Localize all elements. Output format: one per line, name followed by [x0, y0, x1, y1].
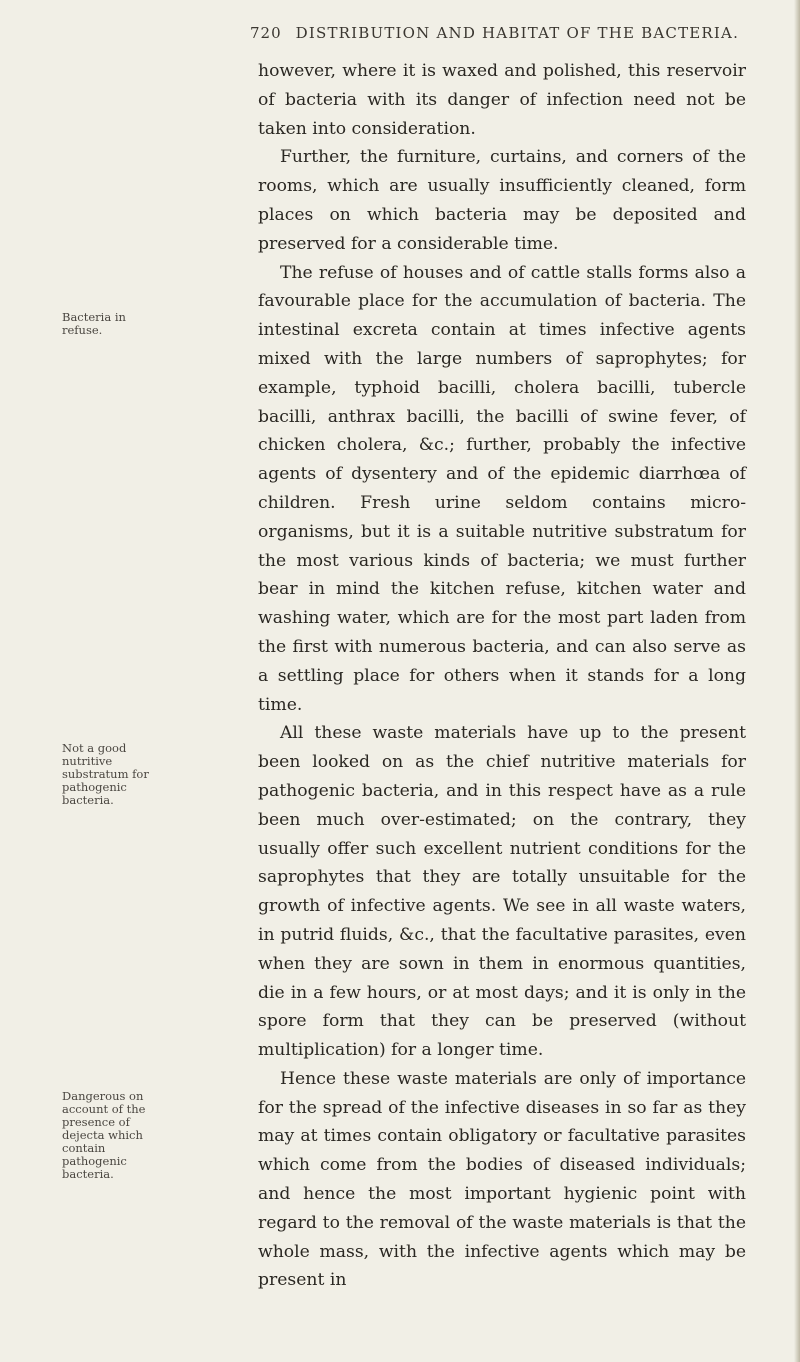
page-edge-shadow — [794, 0, 800, 1362]
page-number: 720 — [250, 24, 282, 42]
paragraph: All these waste materials have up to the present been looked on as the chief nutritive materials for pathogenic bacteria, and in this respect have as a rule been much over-estimated; on the contrary, they usually offer such excellent nutrient conditions for the saprophytes that they are totally unsuitable for the growth of infective agents. We see in all waste waters, in putrid fluids, &c., that the facultative parasites, even when they are sown in them in enormous quantities, die in a few hours, or at most days; and it is only in the spore form that they can be preserved (without multiplication) for a longer time. — [258, 723, 746, 1061]
margin-note-dangerous-dejecta: Dangerous on account of the presence of dejecta which contain pathogenic bacteria. — [62, 1089, 146, 1181]
paragraph: The refuse of houses and of cattle stalls forms also a favourable place for the accumulation of bacteria. The intestinal excreta contain at times infective agents mixed with the large numbers of saprophytes; for example, typhoid bacilli, cholera bacilli, tubercle bacilli, anthrax bacilli, the bacilli of swine fever, of chicken cholera, &c.; further, probably the infective agents of dysentery and of the epidemic diarrhœa of children. Fresh urine seldom contains micro-organisms, but it is a suitable nutritive substratum for the most various kinds of bacteria; we must further bear in mind the kitchen refuse, kitchen water and washing water, which are for the most part laden from the first with numerous bacteria, and can also serve as a settling place for others when it stands for a long time. — [258, 262, 746, 715]
margin-note-bacteria-in-refuse: Bacteria in refuse. — [62, 310, 126, 337]
body-text — [258, 57, 746, 1295]
paragraph: Hence these waste materials are only of importance for the spread of the infective diseases in so far as they may at times contain obligatory or facultative parasites which come from the bodies of diseased individuals; and hence the most important hygienic point with regard to the removal of the waste materials is that the whole mass, with the infective agents which may be present in — [258, 1068, 746, 1291]
paragraph: Further, the furniture, curtains, and corners of the rooms, which are usually insufficiently cleaned, form places on which bacteria may be deposited and preserved for a considerable time. — [258, 147, 746, 254]
running-header — [250, 24, 739, 42]
running-title: DISTRIBUTION AND HABITAT OF THE BACTERIA. — [295, 24, 740, 42]
paragraph: however, where it is waxed and polished, this reservoir of bacteria with its danger of infection need not be taken into consideration. — [258, 61, 746, 139]
margin-note-not-good-substratum: Not a good nutritive substratum for pathogenic bacteria. — [62, 741, 149, 807]
